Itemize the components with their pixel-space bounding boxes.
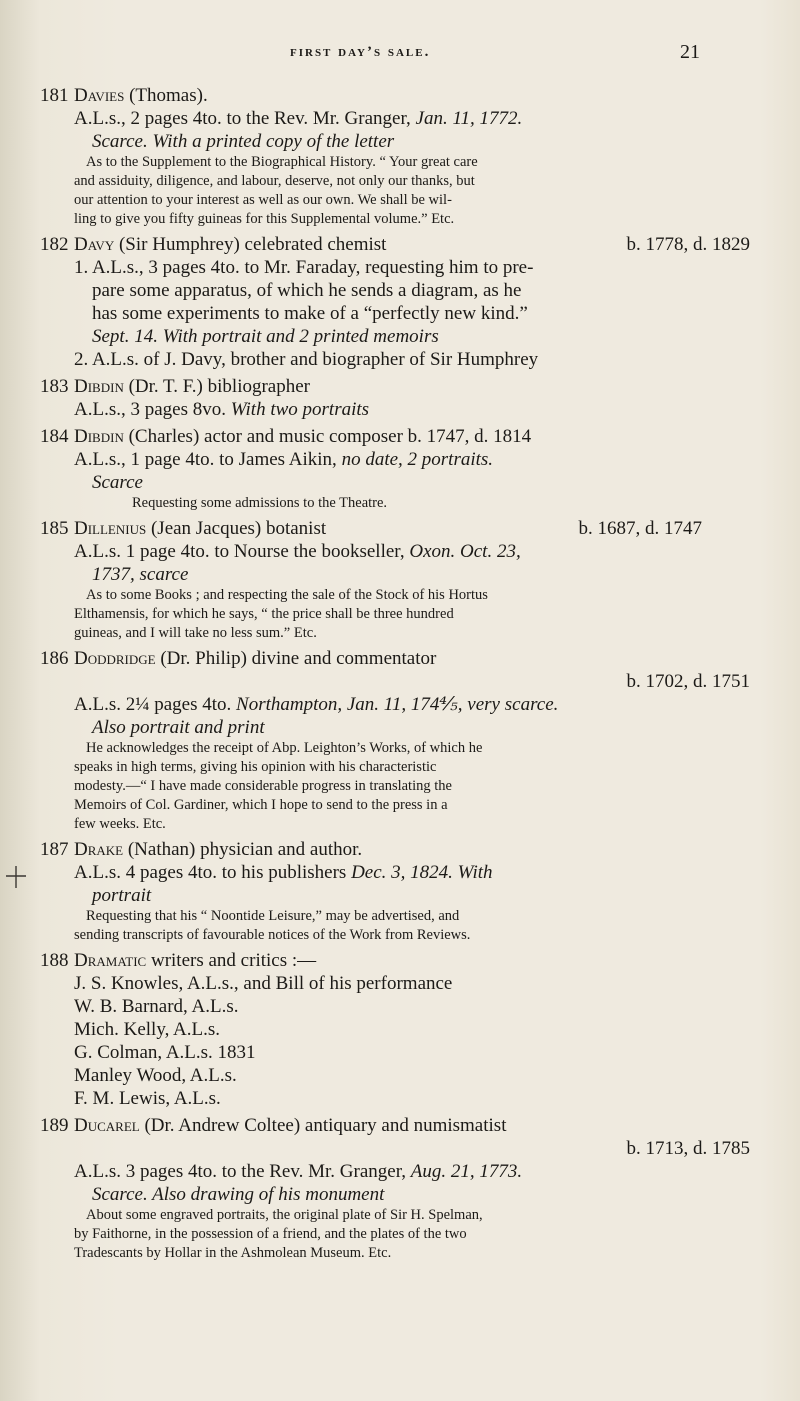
entry-detail-italic: Scarce. Also drawing of his monument: [92, 1184, 385, 1205]
entry-detail: 1. A.L.s., 3 pages 4to. to Mr. Faraday, requesting him to pre-: [74, 257, 534, 278]
entry-detail-italic: Scarce. With a printed copy of the letter: [92, 131, 395, 152]
entry-heading: writers and critics :—: [146, 950, 317, 971]
entry-detail-italic: Sept. 14. With portrait and 2 printed memoirs: [92, 326, 439, 347]
entry-dates: b. 1778, d. 1829: [626, 234, 750, 255]
entry-heading: (Dr. T. F.) bibliographer: [123, 376, 310, 397]
entry-note: sending transcripts of favourable notices of the Work from Reviews.: [74, 927, 471, 943]
catalogue-entry-183: [40, 375, 750, 421]
entry-detail: pare some apparatus, of which he sends a diagram, as he: [92, 280, 522, 301]
entry-note: Tradescants by Hollar in the Ashmolean Museum. Etc.: [74, 1245, 392, 1261]
entry-detail: A.L.s. 3 pages 4to. to the Rev. Mr. Granger,: [74, 1161, 411, 1182]
entry-detail: A.L.s. 2¼ pages 4to.: [74, 694, 237, 715]
lot-number: 186: [40, 648, 69, 669]
entry-note: About some engraved portraits, the original plate of Sir H. Spelman,: [86, 1207, 483, 1223]
entry-detail-italic: Oxon. Oct. 23,: [409, 541, 521, 562]
entry-detail: A.L.s., 2 pages 4to. to the Rev. Mr. Granger,: [74, 108, 416, 129]
entry-detail-italic: 1737, scarce: [92, 564, 189, 585]
lot-number: 188: [40, 950, 69, 971]
page-number: 21: [680, 41, 700, 63]
entry-detail: Manley Wood, A.L.s.: [74, 1065, 237, 1086]
entry-detail-italic: no date, 2 portraits.: [341, 449, 494, 470]
entry-name: Dibdin: [74, 426, 124, 447]
entry-detail-italic: With two portraits: [230, 399, 370, 420]
entry-heading: (Nathan) physician and author.: [123, 839, 363, 860]
running-title: first day’s sale.: [290, 44, 431, 60]
entry-detail-italic: Aug. 21, 1773.: [410, 1161, 523, 1182]
entry-note: and assiduity, diligence, and labour, deserve, not only our thanks, but: [74, 173, 475, 189]
entry-heading: (Jean Jacques) botanist: [146, 518, 327, 539]
entry-name: Ducarel: [74, 1115, 140, 1136]
catalogue-entries: [40, 84, 750, 1267]
entry-detail-italic: Dec. 3, 1824. With: [351, 862, 493, 883]
lot-number: 183: [40, 376, 69, 397]
catalogue-entry-185: [40, 517, 750, 643]
entry-heading: (Dr. Andrew Coltee) antiquary and numismatist: [139, 1115, 507, 1136]
entry-note: As to some Books ; and respecting the sale of the Stock of his Hortus: [86, 587, 488, 603]
catalogue-entry-189: [40, 1114, 750, 1263]
entry-note: speaks in high terms, giving his opinion with his characteristic: [74, 759, 437, 775]
entry-note: Requesting some admissions to the Theatre.: [132, 495, 388, 511]
entry-detail: W. B. Barnard, A.L.s.: [74, 996, 239, 1017]
entry-detail: J. S. Knowles, A.L.s., and Bill of his performance: [74, 973, 453, 994]
entry-name: Dillenius: [74, 518, 147, 539]
entry-note: Elthamensis, for which he says, “ the price shall be three hundred: [74, 606, 454, 622]
entry-detail: A.L.s., 3 pages 8vo.: [74, 399, 231, 420]
entry-heading: (Dr. Philip) divine and commentator: [155, 648, 437, 669]
entry-heading: (Sir Humphrey) celebrated chemist: [114, 234, 387, 255]
entry-dates: b. 1702, d. 1751: [626, 671, 750, 692]
entry-note: As to the Supplement to the Biographical History. “ Your great care: [86, 154, 478, 170]
pencil-cross-mark: [4, 864, 28, 890]
entry-note: our attention to your interest as well as our own. We shall be wil-: [74, 192, 452, 208]
entry-note: ling to give you fifty guineas for this Supplemental volume.” Etc.: [74, 211, 455, 227]
entry-note: Memoirs of Col. Gardiner, which I hope to send to the press in a: [74, 797, 448, 813]
entry-detail: A.L.s. 1 page 4to. to Nourse the bookseller,: [74, 541, 410, 562]
lot-number: 185: [40, 518, 69, 539]
catalogue-entry-186: [40, 647, 750, 834]
entry-detail: F. M. Lewis, A.L.s.: [74, 1088, 221, 1109]
entry-detail: A.L.s., 1 page 4to. to James Aikin,: [74, 449, 342, 470]
entry-detail-italic: Scarce: [92, 472, 143, 493]
entry-heading: (Charles) actor and music composer b. 1747, d. 1814: [123, 426, 532, 447]
entry-name: Doddridge: [74, 648, 156, 669]
entry-heading: (Thomas).: [124, 85, 208, 106]
lot-number: 187: [40, 839, 69, 860]
entry-name: Dramatic: [74, 950, 147, 971]
entry-name: Drake: [74, 839, 124, 860]
catalogue-entry-187: [40, 838, 750, 945]
catalogue-entry-181: [40, 84, 750, 229]
entry-detail: has some experiments to make of a “perfectly new kind.”: [92, 303, 528, 324]
entry-note: He acknowledges the receipt of Abp. Leighton’s Works, of which he: [86, 740, 483, 756]
lot-number: 181: [40, 85, 69, 106]
entry-name: Dibdin: [74, 376, 124, 397]
catalogue-entry-182: [40, 233, 750, 371]
entry-note: modesty.—“ I have made considerable progress in translating the: [74, 778, 452, 794]
entry-name: Davy: [74, 234, 115, 255]
entry-dates: b. 1713, d. 1785: [626, 1138, 750, 1159]
catalogue-entry-184: [40, 425, 750, 513]
entry-detail: A.L.s. 4 pages 4to. to his publishers: [74, 862, 352, 883]
entry-detail-italic: Northampton, Jan. 11, 174⅘, very scarce.: [236, 694, 559, 715]
catalogue-entry-188: [40, 949, 750, 1110]
entry-detail-italic: Jan. 11, 1772.: [415, 108, 523, 129]
lot-number: 184: [40, 426, 69, 447]
lot-number: 189: [40, 1115, 69, 1136]
entry-note: by Faithorne, in the possession of a friend, and the plates of the two: [74, 1226, 467, 1242]
entry-detail-italic: Also portrait and print: [92, 717, 265, 738]
entry-note: guineas, and I will take no less sum.” Etc.: [74, 625, 317, 641]
entry-name: Davies: [74, 85, 125, 106]
entry-detail-italic: portrait: [92, 885, 152, 906]
entry-note: few weeks. Etc.: [74, 816, 166, 832]
entry-detail: Mich. Kelly, A.L.s.: [74, 1019, 221, 1040]
page-header: [0, 41, 800, 84]
entry-detail: G. Colman, A.L.s. 1831: [74, 1042, 256, 1063]
entry-detail: 2. A.L.s. of J. Davy, brother and biographer of Sir Humphrey: [74, 349, 539, 370]
lot-number: 182: [40, 234, 69, 255]
entry-dates: b. 1687, d. 1747: [578, 518, 702, 539]
entry-note: Requesting that his “ Noontide Leisure,” may be advertised, and: [86, 908, 460, 924]
